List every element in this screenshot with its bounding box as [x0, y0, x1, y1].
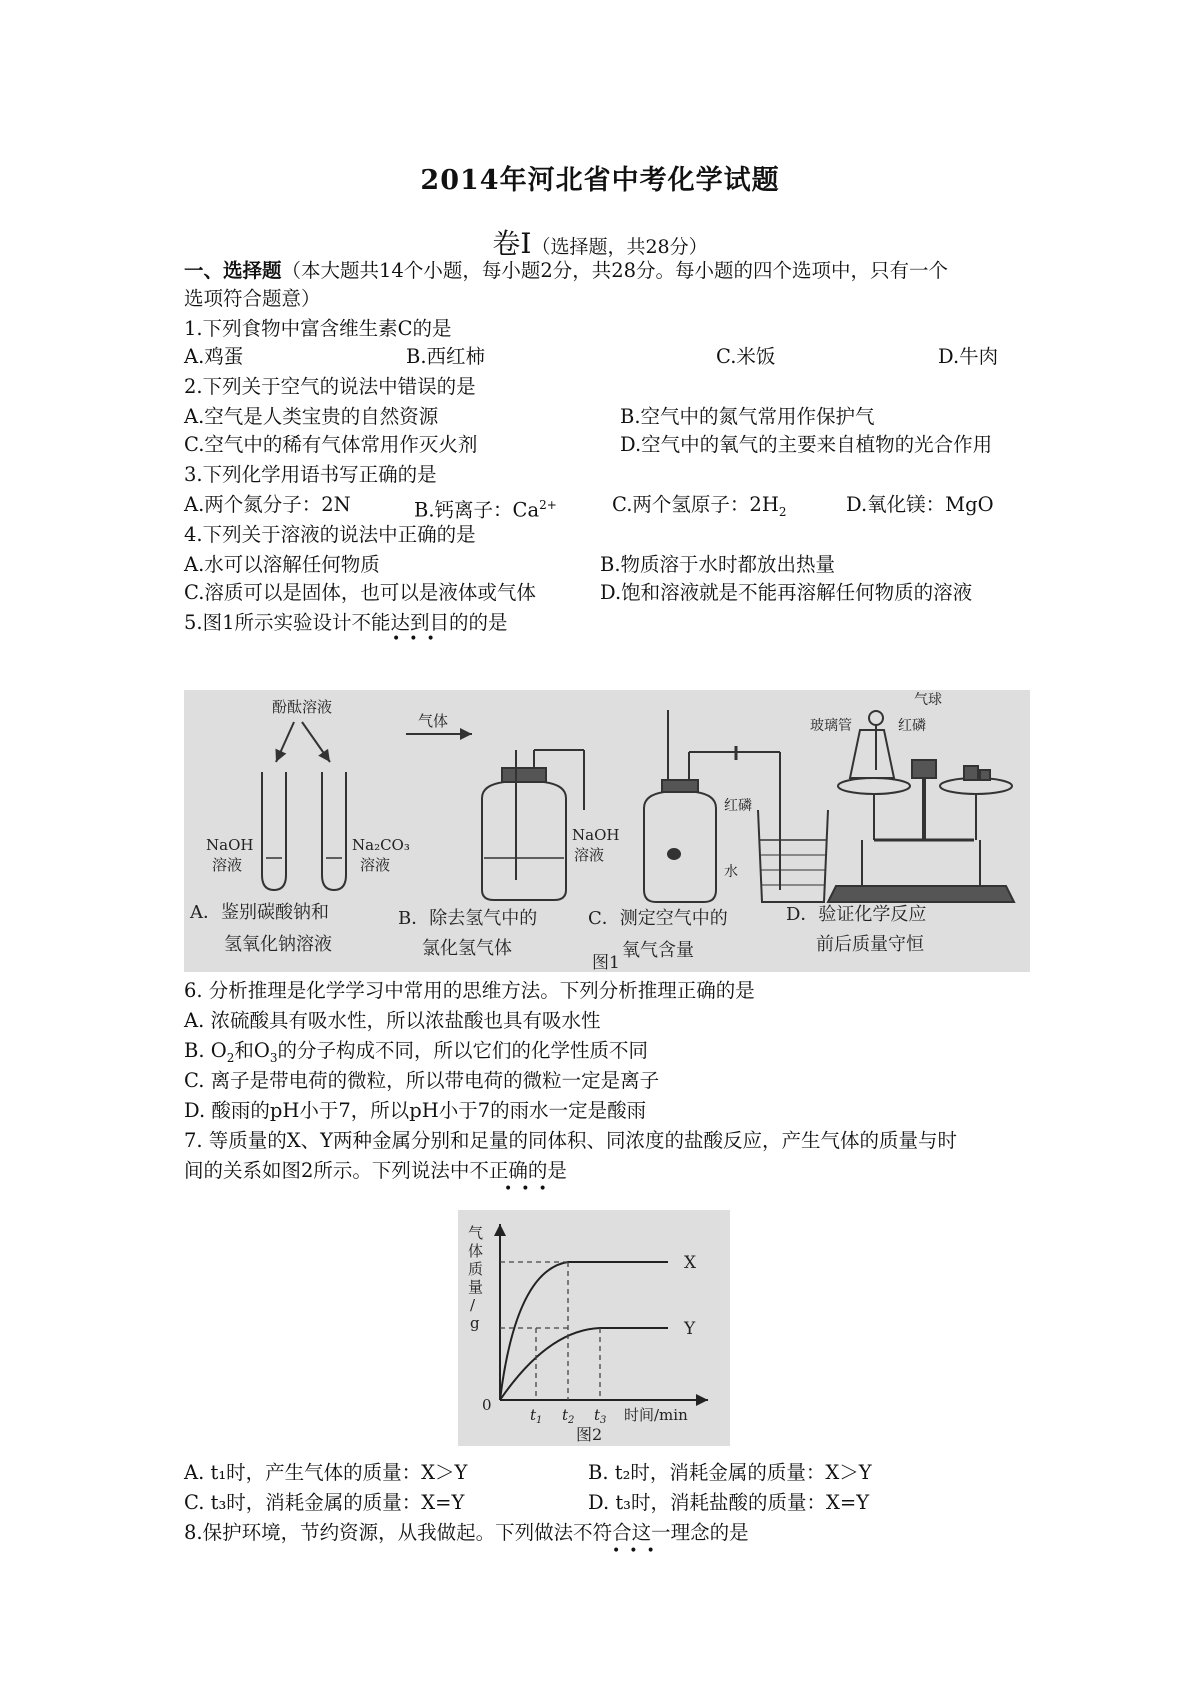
q7-option-b: B. t₂时，消耗金属的质量：X＞Y [588, 1461, 872, 1484]
section-heading: 一、选择题 [184, 259, 282, 282]
question-7-stem-line-2: 间的关系如图2所示。下列说法中不正确的是 [184, 1159, 567, 1182]
page-title: 2014年河北省中考化学试题 [420, 165, 780, 196]
x-axis-label: 时间/min [624, 1406, 688, 1424]
q1-option-d: D.牛肉 [938, 345, 999, 368]
label-naoh-b: NaOH [572, 826, 620, 844]
q6-option-c: C. 离子是带电荷的微粒，所以带电荷的微粒一定是离子 [184, 1069, 660, 1092]
q3-option-b-text: B.钙离子：Ca [414, 498, 540, 522]
q1-option-b: B.西红柿 [406, 345, 486, 368]
label-red-phosphorus-d: 红磷 [898, 718, 926, 734]
series-x-label: X [684, 1253, 697, 1273]
tick-t3-letter: t [594, 1406, 601, 1424]
q6-option-d: D. 酸雨的pH小于7，所以pH小于7的雨水一定是酸雨 [184, 1099, 647, 1122]
figure-1-experiments [184, 690, 1030, 972]
emphasis-dots-q8: ••• [612, 1543, 664, 1559]
section-desc-1: （本大题共14个小题，每小题2分，共28分。每小题的四个选项中，只有一个 [281, 259, 949, 282]
q4-option-a: A.水可以溶解任何物质 [184, 553, 380, 576]
section-intro-line-1 [184, 258, 948, 284]
question-4-stem: 4.下列关于溶液的说法中正确的是 [184, 523, 476, 546]
label-indicator: 酚酞溶液 [272, 698, 333, 716]
label-gas: 气体 [418, 712, 449, 730]
question-7-stem-line-1: 7. 等质量的X、Y两种金属分别和足量的同体积、同浓度的盐酸反应，产生气体的质量与时 [184, 1129, 958, 1152]
section-desc-2: 选项符合题意） [184, 287, 321, 310]
figure-1-caption: 图1 [592, 953, 620, 972]
q6-o2-subscript: 2 [226, 1050, 235, 1065]
label-na2co3: Na₂CO₃ [352, 836, 410, 854]
caption-b-line-2: 氯化氢气体 [422, 938, 512, 959]
q3-option-a: A.两个氮分子：2N [184, 493, 351, 516]
label-na2co3-solution: 溶液 [360, 856, 391, 874]
q1-option-a: A.鸡蛋 [184, 345, 244, 368]
tick-t2-letter: t [562, 1406, 569, 1424]
caption-c-line-1: C．测定空气中的 [588, 908, 728, 929]
q2-option-b: B.空气中的氮气常用作保护气 [620, 405, 875, 428]
label-naoh-a-solution: 溶液 [212, 856, 243, 874]
emphasis-dots-q7: ••• [504, 1181, 556, 1197]
label-water: 水 [724, 864, 738, 880]
caption-a-line-1: A．鉴别碳酸钠和 [190, 902, 329, 923]
emphasis-dots-q5: ••• [392, 631, 444, 647]
q4-option-d: D.饱和溶液就是不能再溶解任何物质的溶液 [600, 581, 973, 604]
series-y-label: Y [684, 1319, 696, 1339]
tick-t1-letter: t [530, 1406, 537, 1424]
y-label-char-2: 体 [468, 1242, 484, 1260]
label-naoh-a: NaOH [206, 836, 254, 854]
caption-d-line-2: 前后质量守恒 [816, 934, 924, 955]
q6-option-b-part-3: 的分子构成不同，所以它们的化学性质不同 [277, 1039, 649, 1062]
q6-option-b [184, 1038, 648, 1071]
q1-option-c: C.米饭 [716, 345, 776, 368]
question-1-stem: 1.下列食物中富含维生素C的是 [184, 317, 452, 340]
q3-option-b-charge: 2+ [539, 498, 557, 512]
bottle-stopper [502, 768, 546, 782]
label-glass-tube: 玻璃管 [810, 718, 852, 734]
q3-option-c [612, 492, 786, 525]
q6-o3-subscript: 3 [269, 1050, 278, 1065]
q2-option-a: A.空气是人类宝贵的自然资源 [184, 405, 439, 428]
label-red-phosphorus-c: 红磷 [724, 798, 752, 814]
volume-note: （选择题，共28分） [531, 236, 708, 258]
volume-main: 卷Ⅰ [492, 227, 532, 260]
label-balloon: 气球 [914, 692, 942, 708]
q6-option-b-part-2: 和O [234, 1039, 270, 1062]
question-5-stem: 5.图1所示实验设计不能达到目的的是 [184, 611, 508, 634]
tick-t2-subscript: 2 [568, 1415, 575, 1426]
tick-t1-subscript: 1 [536, 1415, 543, 1426]
y-label-char-6: g [470, 1314, 480, 1332]
q4-option-b: B.物质溶于水时都放出热量 [600, 553, 836, 576]
caption-d-line-1: D．验证化学反应 [786, 904, 927, 925]
figure-2-caption: 图2 [576, 1425, 603, 1444]
question-8-stem: 8.保护环境，节约资源，从我做起。下列做法不符合这一理念的是 [184, 1521, 749, 1544]
caption-a-line-2: 氢氧化钠溶液 [224, 934, 332, 955]
q3-option-d: D.氧化镁：MgO [846, 493, 994, 516]
q7-option-a: A. t₁时，产生气体的质量：X＞Y [184, 1461, 468, 1484]
q6-option-b-part-1: B. O [184, 1039, 227, 1062]
q3-option-b [414, 492, 557, 524]
q3-option-c-text: C.两个氢原子：2H [612, 493, 779, 516]
q7-option-d: D. t₃时，消耗盐酸的质量：X=Y [588, 1491, 870, 1514]
q6-option-a: A. 浓硫酸具有吸水性，所以浓盐酸也具有吸水性 [184, 1009, 601, 1032]
caption-b-line-1: B．除去氢气中的 [398, 908, 538, 929]
volume-heading [0, 222, 1200, 262]
question-3-stem: 3.下列化学用语书写正确的是 [184, 463, 437, 486]
q3-option-c-subscript: 2 [778, 504, 787, 519]
q7-option-c: C. t₃时，消耗金属的质量：X=Y [184, 1491, 465, 1514]
y-label-char-4: 量 [468, 1278, 484, 1296]
q2-option-d: D.空气中的氧气的主要来自植物的光合作用 [620, 433, 993, 456]
tick-t3-subscript: 3 [600, 1415, 607, 1426]
q2-option-c: C.空气中的稀有气体常用作灭火剂 [184, 433, 478, 456]
q4-option-c: C.溶质可以是固体，也可以是液体或气体 [184, 581, 536, 604]
origin-label: 0 [482, 1396, 492, 1414]
y-label-char-3: 质 [468, 1260, 484, 1278]
y-label-char-5: / [470, 1296, 476, 1314]
label-naoh-b-solution: 溶液 [574, 846, 605, 864]
balance-base [828, 886, 1014, 902]
question-2-stem: 2.下列关于空气的说法中错误的是 [184, 375, 476, 398]
caption-c-line-2: 氧气含量 [622, 940, 694, 961]
y-label-char-1: 气 [468, 1224, 484, 1242]
figure-2-gas-mass-chart [458, 1210, 730, 1446]
question-6-stem: 6. 分析推理是化学学习中常用的思维方法。下列分析推理正确的是 [184, 979, 755, 1002]
